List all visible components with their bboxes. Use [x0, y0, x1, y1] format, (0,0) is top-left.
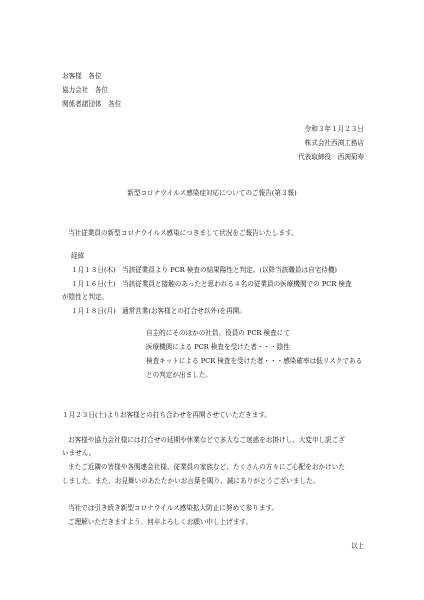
history-heading: 経緯	[71, 252, 85, 260]
page-title: 新型コロナウイルス感染症対応についてのご報告(第３報)	[127, 189, 297, 197]
history-text: 通常営業(お客様との打合せ以外)を再開。	[122, 307, 246, 315]
closing-line: 当社では引き続き新型コロナウイルス感染拡大防止に努めて参ります。	[68, 504, 279, 512]
apology-line: またご近隣の皆様や各関連会社様、従業員の家族など、たくさんの方々にご心配をおかけいた	[68, 463, 345, 471]
apology-line: いません。	[62, 449, 96, 457]
addressee-organizations: 関係者諸団体 各位	[62, 100, 122, 108]
addressee-customers: お客様 各位	[62, 72, 102, 80]
company-name: 株式会社西渕工務店	[304, 139, 364, 147]
resume-notice: １月２３日(土)よりお客様との打ち合わせを再開させていただきます。	[62, 411, 272, 419]
detail-line: 自主的にそのほかの社員、役員の PCR 検査にて	[146, 329, 290, 337]
history-text: 当該従業員より PCR 検査の結果陽性と判定。(以降当該職員は自宅待機)	[122, 266, 338, 274]
history-text: 当該従業員と接触のあったと思われる４名の従業員の医療機関での PCR 検査	[122, 280, 352, 288]
end-mark: 以上	[350, 542, 364, 550]
apology-line: お客様や協力会社様には打合せの延期や休業などで多大なご迷惑をお掛けし、大変申し訳ござ	[68, 436, 345, 444]
history-date: １月１８日(月)	[71, 307, 116, 315]
history-text-continuation: が陰性と判定。	[62, 293, 109, 301]
addressee-partners: 協力会社 各位	[62, 86, 109, 94]
detail-line: との判定が出ました。	[146, 371, 212, 379]
detail-line: 検査キットによる PCR 検査を受けた者・・・感染確率は低リスクである	[146, 357, 363, 365]
detail-line: 医療機関による PCR 検査を受けた者・・・陰性	[146, 343, 290, 351]
intro-text: 当社従業員の新型コロナウイルス感染につきまして状況をご報告いたします。	[68, 229, 298, 237]
history-date: １月１６日(土)	[71, 280, 116, 288]
closing-line: ご理解いただきますよう、何卒よろしくお願い申し上げます。	[68, 518, 253, 526]
history-date: １月１３日(木)	[71, 266, 116, 274]
representative-name: 代表取締役 西渕菊寿	[298, 153, 364, 161]
issue-date: 令和３年１月２３日	[304, 125, 364, 133]
apology-line: しました。また、お見舞いのあたたかいお言葉を賜り、誠にありがとうございました。	[62, 477, 320, 485]
